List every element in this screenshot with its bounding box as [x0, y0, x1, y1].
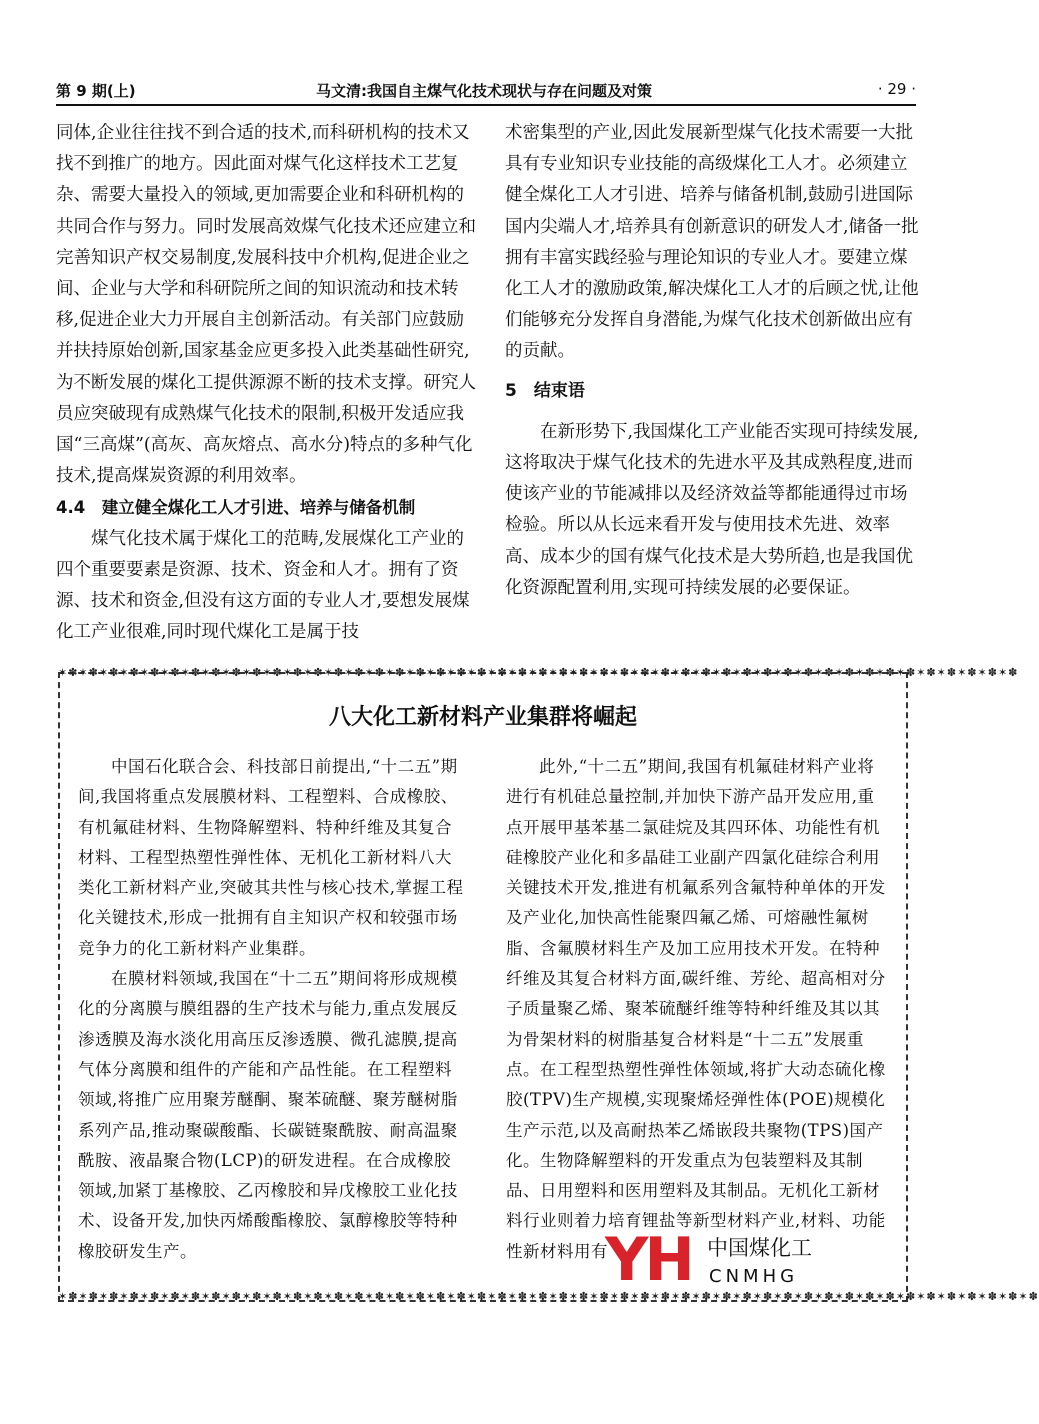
- article-title: 马文清:我国自主煤气化技术现状与存在问题及对策: [316, 82, 653, 100]
- star-border-bottom: ✶✽✶✽✶✽✶✽✶✽✶✽✶✽✶✽✶✽✶✽✶✽✶✽✶✽✶✽✶✽✶✽✶✽✶✽✶✽✶✽✶✽✶✽✶✽✶✽✶✽✶✽✶✽✶✽✶✽✶✽✶✽✶✽✶✽✶✽✶✽✶✽✶✽✶✽✶✽✶✽✶✽✶✽✶✽✶✽✶✽✶✽✶✽✶✽: [58, 1290, 1039, 1303]
- section-heading-4-4: 4.4 建立健全煤化工人才引进、培养与储备机制: [56, 498, 416, 518]
- right-column: [505, 118, 920, 604]
- star-border-top: ✶✽✶✽✶✽✶✽✶✽✶✽✶✽✶✽✶✽✶✽✶✽✶✽✶✽✶✽✶✽✶✽✶✽✶✽✶✽✶✽✶✽✶✽✶✽✶✽✶✽✶✽✶✽✶✽✶✽✶✽✶✽✶✽✶✽✶✽✶✽✶✽✶✽✶✽✶✽✶✽✶✽✶✽✶✽✶✽✶✽✶✽✶✽: [58, 666, 1019, 679]
- watermark-logo: [605, 1225, 825, 1295]
- paragraph: 同体,企业往往找不到合适的技术,而科研机构的技术又找不到推广的地方。因此面对煤气化这样技术工艺复杂、需要大量投入的领域,更加需要企业和科研机构的共同合作与努力。同时发展高效煤气化技术还应建立和完善知识产权交易制度,发展科技中介机构,促进企业之间、企业与大学和科研院所之间的知识流动和技术转移,促进企业大力开展自主创新活动。有关部门应鼓励并扶持原始创新,国家基金应更多投入此类基础性研究,为不断发展的煤化工提供源源不断的技术支撑。研究人员应突破现有成熟煤气化技术的限制,积极开发适应我国“三高煤”(高灰、高灰熔点、高水分)特点的多种气化技术,提高煤炭资源的利用效率。: [56, 123, 476, 487]
- left-column: [56, 118, 476, 648]
- page-number: · 29 ·: [877, 80, 916, 98]
- paragraph: 在膜材料领域,我国在“十二五”期间将形成规模化的分离膜与膜组器的生产技术与能力,重点发展反渗透膜及海水淡化用高压反渗透膜、微孔滤膜,提高气体分离膜和组件的产能和产品性能。在工程塑料领域,将推广应用聚芳醚酮、聚苯硫醚、聚芳醚树脂系列产品,推动聚碳酸酯、长碳链聚酰胺、耐高温聚酰胺、液晶聚合物(LCP)的研发进程。在合成橡胶领域,加紧丁基橡胶、乙丙橡胶和异戊橡胶工业化技术、设备开发,加快丙烯酸酯橡胶、氯醇橡胶等特种橡胶研发生产。: [78, 969, 458, 1261]
- news-box: [58, 666, 1039, 1306]
- logo-name-cn: 中国煤化工: [705, 1232, 814, 1262]
- paragraph: 术密集型的产业,因此发展新型煤气化技术需要一大批具有专业知识专业技能的高级煤化工人才。必须建立健全煤化工人才引进、培养与储备机制,鼓励引进国际国内尖端人才,培养具有创新意识的研发人才,储备一批拥有丰富实践经验与理论知识的专业人才。要建立煤化工人才的激励政策,解决煤化工人才的后顾之忧,让他们能够充分发挥自身潜能,为煤气化技术创新做出应有的贡献。: [505, 123, 919, 362]
- section-heading-5: 5 结束语: [505, 380, 585, 401]
- paragraph: 此外,“十二五”期间,我国有机氟硅材料产业将进行有机硅总量控制,并加快下游产品开发应用,重点开展甲基苯基二氯硅烷及其四环体、功能性有机硅橡胶产业化和多晶硅工业副产四氯化硅综合利用关键技术开发,推进有机氟系列含氟特种单体的开发及产业化,加快高性能聚四氟乙烯、可熔融性氟树脂、含氟膜材料生产及加工应用技术开发。在特种纤维及其复合材料方面,碳纤维、芳纶、超高相对分子质量聚乙烯、聚苯硫醚纤维等特种纤维及其以其为骨架材料的树脂基复合材料是“十二五”发展重点。在工程型热塑性弹性体领域,将扩大动态硫化橡胶(TPV)生产规模,实现聚烯烃弹性体(POE)规模化生产示范,以及高耐热苯乙烯嵌段共聚物(TPS)国产化。生物降解塑料的开发重点为包装塑料及其制品、日用塑料和医用塑料及其制品。无机化工新材料行业则着力培育锂盐等新型材料产业,材料、功能性新材料用有: [506, 757, 886, 1261]
- box-left-column: [78, 752, 468, 1267]
- running-header: [56, 74, 916, 104]
- box-title: 八大化工新材料产业集群将崛起: [328, 705, 637, 730]
- issue-label: 第 9 期(上): [56, 82, 136, 100]
- logo-name-en: CNMHG: [709, 1266, 799, 1287]
- paragraph: 中国石化联合会、科技部日前提出,“十二五”期间,我国将重点发展膜材料、工程塑料、合成橡胶、有机氟硅材料、生物降解塑料、特种纤维及其复合材料、工程型热塑性弹性体、无机化工新材料八大类化工新材料产业,突破其共性与核心技术,掌握工程化关键技术,形成一批拥有自主知识产权和较强市场竞争力的化工新材料产业集群。: [78, 757, 464, 958]
- paragraph: 煤气化技术属于煤化工的范畴,发展煤化工产业的四个重要要素是资源、技术、资金和人才。拥有了资源、技术和资金,但没有这方面的专业人才,要想发展煤化工产业很难,同时现代煤化工是属于技: [56, 528, 470, 643]
- header-rule: [56, 104, 916, 106]
- box-right-column: [506, 752, 891, 1267]
- logo-mark: YH: [605, 1225, 691, 1295]
- paragraph: 在新形势下,我国煤化工产业能否实现可持续发展,这将取决于煤气化技术的先进水平及其成熟程度,进而使该产业的节能减排以及经济效益等都能通得过市场检验。所以从长远来看开发与使用技术先进、效率高、成本少的国有煤气化技术是大势所趋,也是我国优化资源配置利用,实现可持续发展的必要保证。: [505, 421, 919, 598]
